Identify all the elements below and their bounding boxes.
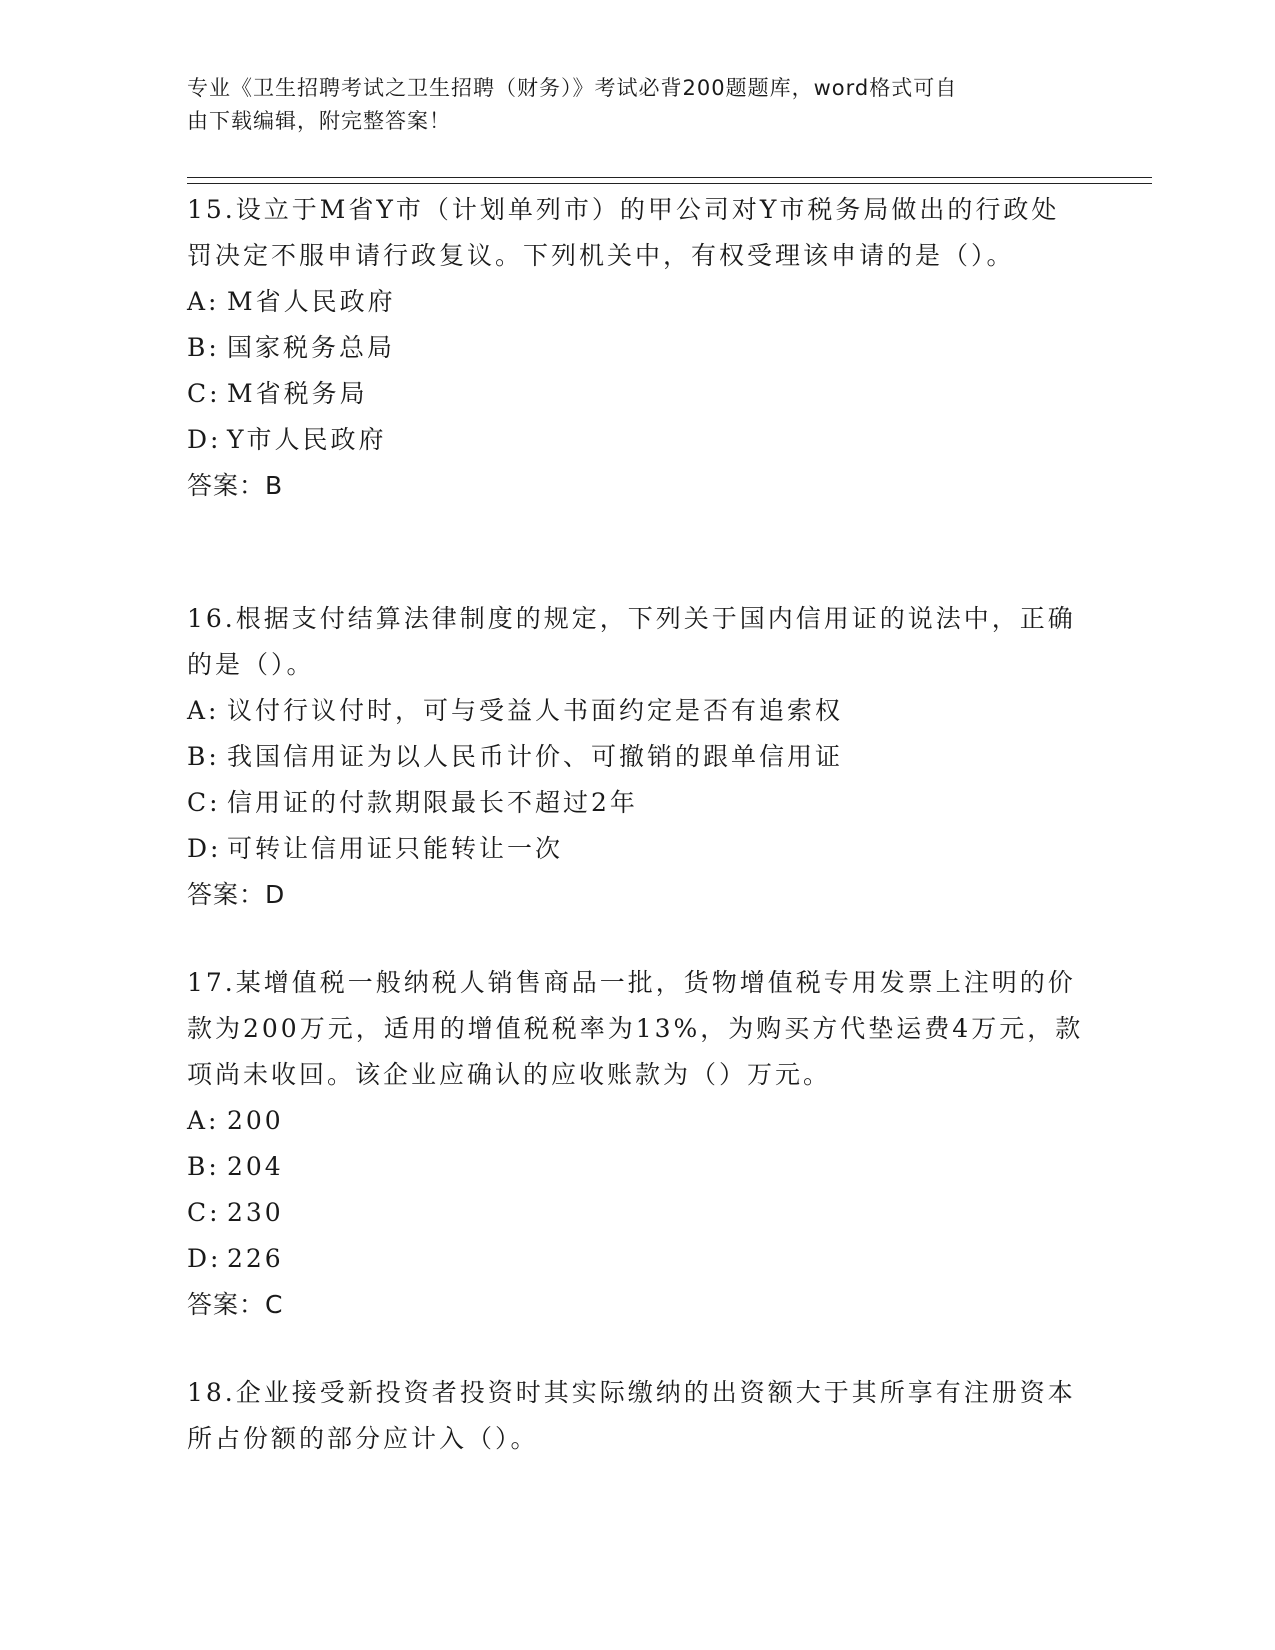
option-text: 议付行议付时，可与受益人书面约定是否有追索权 xyxy=(227,696,844,725)
option-text: 国家税务总局 xyxy=(227,333,396,362)
option-a xyxy=(187,1098,1087,1144)
question-stem: 15.设立于M省Y市（计划单列市）的甲公司对Y市税务局做出的行政处罚决定不服申请行政复议。下列机关中，有权受理该申请的是（）。 xyxy=(187,195,1060,270)
option-key: A: xyxy=(187,696,220,725)
option-c xyxy=(187,371,1087,417)
answer-line: 答案：D xyxy=(187,880,286,909)
option-key: C: xyxy=(187,1198,221,1227)
option-a xyxy=(187,279,1087,325)
option-key: C: xyxy=(187,788,221,817)
option-key: A: xyxy=(187,1106,220,1135)
option-text: 200 xyxy=(227,1106,284,1135)
header-divider-bottom xyxy=(187,183,1152,184)
question-stem: 16.根据支付结算法律制度的规定，下列关于国内信用证的说法中，正确的是（）。 xyxy=(187,604,1076,679)
answer-line: 答案：B xyxy=(187,471,284,500)
option-text: 信用证的付款期限最长不超过2年 xyxy=(227,788,638,817)
option-d xyxy=(187,1236,1087,1282)
option-key: B: xyxy=(187,742,220,771)
question-18 xyxy=(187,1370,1087,1462)
option-c xyxy=(187,1190,1087,1236)
document-header xyxy=(187,72,1067,138)
option-text: 226 xyxy=(227,1244,284,1273)
option-key: A: xyxy=(187,287,220,316)
header-title-line-2: 由下载编辑，附完整答案！ xyxy=(187,109,451,133)
option-c xyxy=(187,780,1087,826)
question-15 xyxy=(187,187,1087,509)
option-key: D: xyxy=(187,425,222,454)
option-key: B: xyxy=(187,333,220,362)
option-key: C: xyxy=(187,379,221,408)
option-b xyxy=(187,325,1087,371)
option-text: 230 xyxy=(227,1198,284,1227)
question-stem: 17.某增值税一般纳税人销售商品一批，货物增值税专用发票上注明的价款为200万元，适用的增值税税率为13%，为购买方代垫运费4万元，款项尚未收回。该企业应确认的应收账款为（）万元。 xyxy=(187,968,1084,1089)
option-d xyxy=(187,826,1087,872)
option-text: 204 xyxy=(227,1152,284,1181)
question-17 xyxy=(187,960,1087,1328)
header-title-line-1: 专业《卫生招聘考试之卫生招聘（财务）》考试必背200题题库，word格式可自 xyxy=(187,76,958,100)
option-b xyxy=(187,1144,1087,1190)
option-text: 可转让信用证只能转让一次 xyxy=(227,834,564,863)
header-divider-top xyxy=(187,177,1152,178)
question-16 xyxy=(187,596,1087,918)
option-text: 我国信用证为以人民币计价、可撤销的跟单信用证 xyxy=(227,742,844,771)
option-text: M省人民政府 xyxy=(227,287,396,316)
option-a xyxy=(187,688,1087,734)
option-key: B: xyxy=(187,1152,220,1181)
option-key: D: xyxy=(187,1244,222,1273)
question-stem: 18.企业接受新投资者投资时其实际缴纳的出资额大于其所享有注册资本所占份额的部分应计入（）。 xyxy=(187,1378,1076,1453)
answer-line: 答案：C xyxy=(187,1290,284,1319)
option-b xyxy=(187,734,1087,780)
option-key: D: xyxy=(187,834,222,863)
option-text: Y市人民政府 xyxy=(227,425,387,454)
option-d xyxy=(187,417,1087,463)
option-text: M省税务局 xyxy=(227,379,368,408)
